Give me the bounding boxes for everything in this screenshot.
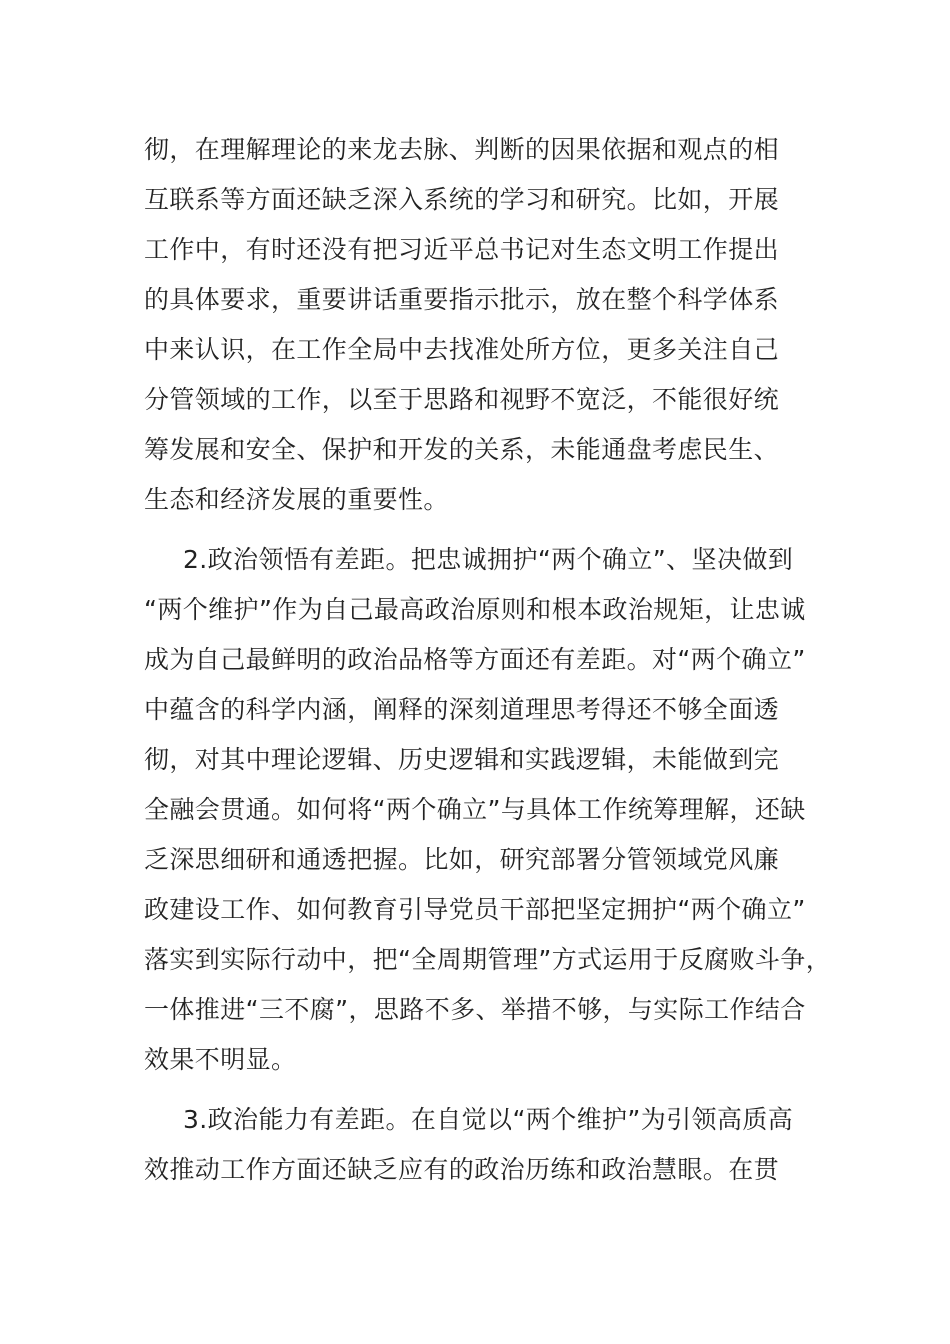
text-line: 成为自己最鲜明的政治品格等方面还有差距。对“两个确立” <box>144 645 806 674</box>
text-line: 效推动工作方面还缺乏应有的政治历练和政治慧眼。在贯 <box>144 1155 780 1184</box>
text-line: 中来认识，在工作全局中去找准处所方位，更多关注自己 <box>144 335 780 364</box>
text-line: 工作中，有时还没有把习近平总书记对生态文明工作提出 <box>144 235 780 264</box>
text-line: 彻，在理解理论的来龙去脉、判断的因果依据和观点的相 <box>144 135 780 164</box>
text-line: 的具体要求，重要讲话重要指示批示，放在整个科学体系 <box>144 285 780 314</box>
paragraph-2 <box>144 535 844 1085</box>
text-line: 落实到实际行动中，把“全周期管理”方式运用于反腐败斗争， <box>144 945 832 974</box>
text-line: 政建设工作、如何教育引导党员干部把坚定拥护“两个确立” <box>144 895 806 924</box>
text-line: 乏深思细研和通透把握。比如，研究部署分管领域党风廉 <box>144 845 780 874</box>
text-line: 互联系等方面还缺乏深入系统的学习和研究。比如，开展 <box>144 185 780 214</box>
text-line: 彻，对其中理论逻辑、历史逻辑和实践逻辑，未能做到完 <box>144 745 780 774</box>
paragraph-1 <box>144 125 844 525</box>
text-line: 3.政治能力有差距。在自觉以“两个维护”为引领高质高 <box>183 1105 794 1134</box>
text-line: 生态和经济发展的重要性。 <box>144 485 449 514</box>
text-line: 中蕴含的科学内涵，阐释的深刻道理思考得还不够全面透 <box>144 695 780 724</box>
text-line: 一体推进“三不腐”，思路不多、举措不够，与实际工作结合 <box>144 995 806 1024</box>
text-line: “两个维护”作为自己最高政治原则和根本政治规矩，让忠诚 <box>144 595 806 624</box>
text-line: 2.政治领悟有差距。把忠诚拥护“两个确立”、坚决做到 <box>183 545 794 574</box>
text-line: 分管领域的工作，以至于思路和视野不宽泛，不能很好统 <box>144 385 780 414</box>
paragraph-3 <box>144 1095 844 1195</box>
text-line: 筹发展和安全、保护和开发的关系，未能通盘考虑民生、 <box>144 435 780 464</box>
text-line: 效果不明显。 <box>144 1045 297 1074</box>
text-line: 全融会贯通。如何将“两个确立”与具体工作统筹理解，还缺 <box>144 795 806 824</box>
